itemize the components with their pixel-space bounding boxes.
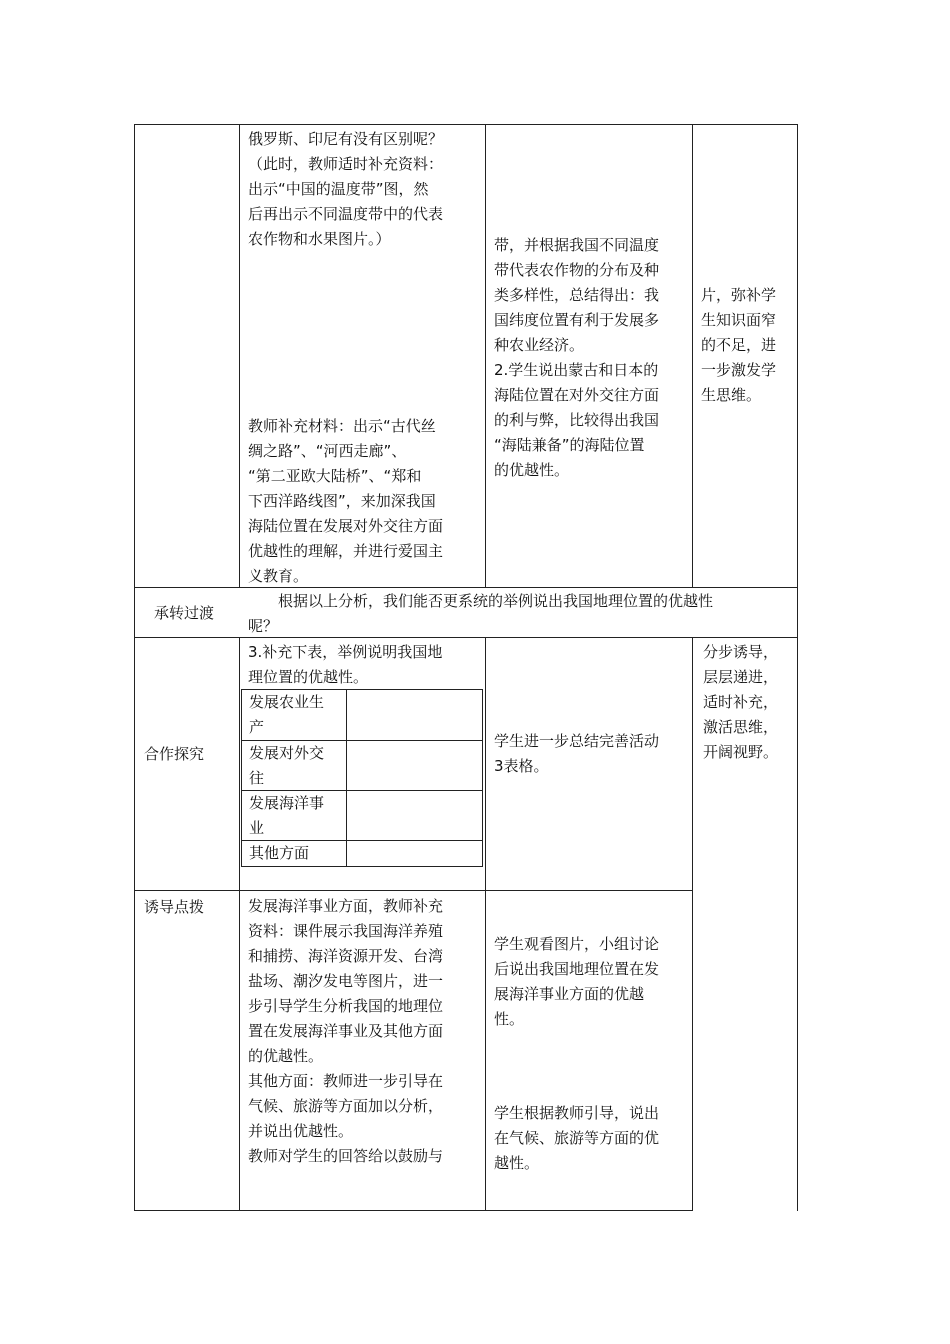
inner-table-label: 发展对外交 往 <box>249 744 325 787</box>
student-text-1: 学生观看图片，小组讨论 后说出我国地理位置在发 展海洋事业方面的优越 性。 <box>494 935 660 1028</box>
col1-divider <box>239 124 240 587</box>
teacher-text-top: 俄罗斯、印尼有没有区别呢？ （此时，教师适时补充资料： 出示“中国的温度带”图，然 后再出示不同温度带中的代表 农作物和水果图片。） <box>248 130 444 248</box>
row1-teacher-activity <box>248 127 480 252</box>
row1-teacher-supplement <box>248 414 480 589</box>
row2-transition-content <box>248 589 793 639</box>
student-text: 带，并根据我国不同温度 带代表农作物的分布及种 类多样性，总结得出：我 国纬度位置有利于发展多 种农业经济。 2.学生说出蒙古和日本的 海陆位置在对外交往方面 的利与弊，比较得出我国 “海陆兼备”的海陆位置 的优越性。 <box>494 236 660 479</box>
table-left-border <box>134 124 135 1211</box>
col2-divider <box>485 124 486 587</box>
row4-student-activity-2 <box>494 1101 689 1176</box>
student-text: 学生进一步总结完善活动 3表格。 <box>494 732 660 775</box>
row3-stage-label: 合作探究 <box>144 745 205 763</box>
inner-table-line <box>346 689 347 867</box>
teacher-text-3: 教师对学生的回答给以鼓励与 <box>248 1147 444 1165</box>
teacher-text-1: 发展海洋事业方面，教师补充 资料：课件展示我国海洋养殖 和捕捞、海洋资源开发、台湾 盐场、潮汐发电等图片，进一 步引导学生分析我国的地理位 置在发展海洋事业及其他方面 的优越性。 <box>248 897 444 1065</box>
teacher-text-2: 其他方面：教师进一步引导在 气候、旅游等方面加以分析， 并说出优越性。 <box>248 1072 444 1140</box>
teacher-text-bottom: 教师补充材料：出示“古代丝 绸之路”、“河西走廊”、 “第二亚欧大陆桥”、“郑和 下西洋路线图”，来加深我国 海陆位置在发展对外交往方面 优越性的理解，并进行爱国主 义教育。 <box>248 417 444 585</box>
inner-table-label: 发展海洋事 业 <box>249 794 325 837</box>
row2-stage-label: 承转过渡 <box>154 604 215 622</box>
inner-table-line <box>241 866 483 867</box>
transition-text: 根据以上分析，我们能否更系统的举例说出我国地理位置的优越性 呢？ <box>248 592 714 635</box>
intent-text: 分步诱导， 层层递进， 适时补充， 激活思维， 开阔视野。 <box>703 643 779 761</box>
inner-table-label: 发展农业生 产 <box>249 693 325 736</box>
row1-student-activity <box>494 233 689 483</box>
row4-teacher-activity <box>248 894 480 1169</box>
table-right-border <box>797 124 798 1211</box>
inner-table-line <box>241 689 242 867</box>
col2-divider <box>485 637 486 1211</box>
row4-student-activity-1 <box>494 932 689 1032</box>
col3-divider <box>692 637 693 1211</box>
intent-text: 片，弥补学 生知识面窄 的不足，进 一步激发学 生思维。 <box>701 286 777 404</box>
inner-table-line <box>482 689 483 867</box>
row3-task <box>248 640 480 690</box>
row3-design-intent <box>703 640 795 765</box>
table-top-border <box>134 124 798 125</box>
row1-design-intent <box>701 283 795 408</box>
row3-student-activity <box>494 729 689 779</box>
inner-table-label: 其他方面 <box>249 844 310 862</box>
table-bottom-border <box>134 1210 692 1211</box>
col1-divider <box>239 637 240 1211</box>
row4-stage-label: 诱导点拨 <box>144 898 205 916</box>
col3-divider <box>692 124 693 587</box>
task-text: 3.补充下表，举例说明我国地 理位置的优越性。 <box>248 643 443 686</box>
student-text-2: 学生根据教师引导，说出 在气候、旅游等方面的优 越性。 <box>494 1104 660 1172</box>
row3-bottom-border <box>134 890 692 891</box>
